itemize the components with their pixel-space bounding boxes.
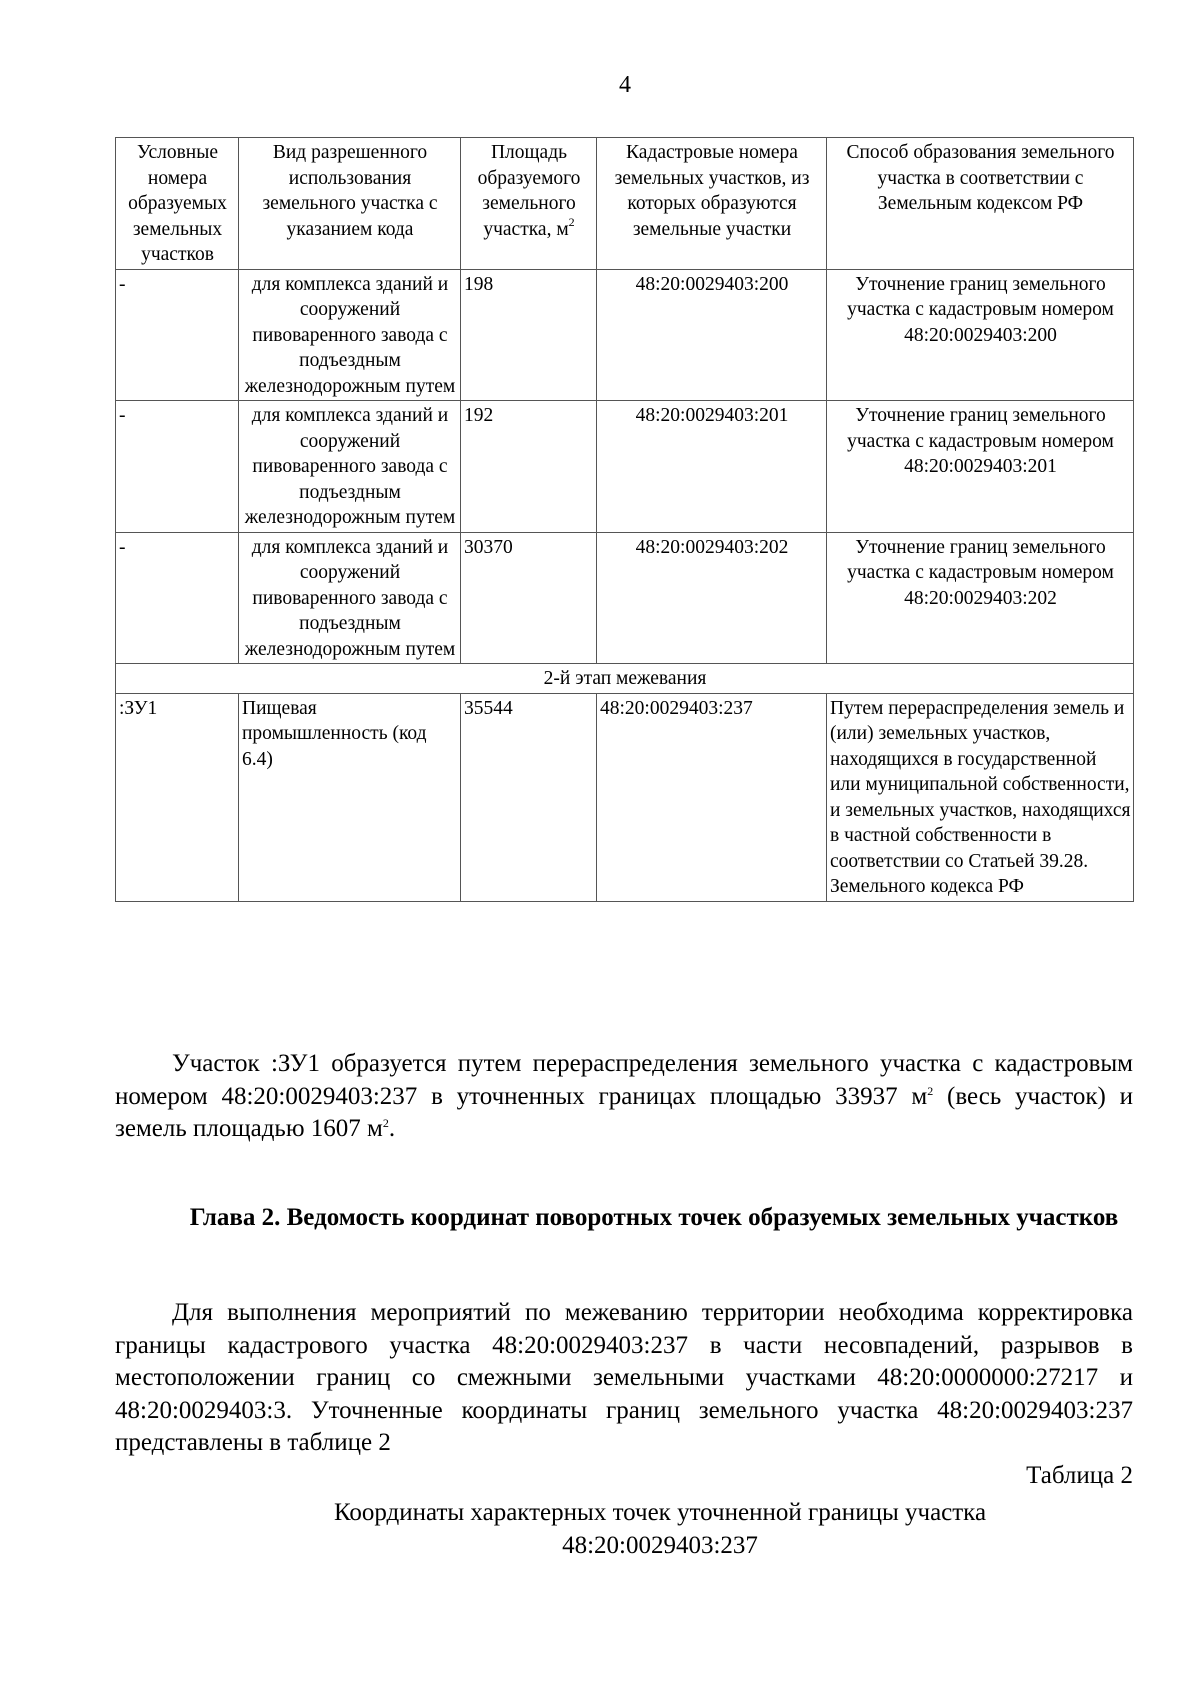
cell-formation-method: Уточнение границ земельного участка с кадастровым номером 48:20:0029403:201 — [827, 401, 1134, 533]
header-formation-method: Способ образования земельного участка в соответствии с Земельным кодексом РФ — [827, 138, 1134, 270]
table-row — [116, 401, 1134, 533]
land-plots-table — [115, 137, 1134, 902]
cell-formation-method: Уточнение границ земельного участка с кадастровым номером 48:20:0029403:200 — [827, 269, 1134, 401]
caption-line: Координаты характерных точек уточненной границы участка — [333, 1499, 987, 1526]
cell-area: 35544 — [461, 693, 597, 901]
header-area — [461, 138, 597, 270]
table-header-row — [116, 138, 1134, 270]
table-row — [116, 693, 1134, 901]
paragraph-text: . — [388, 1115, 396, 1142]
cell-area: 198 — [461, 269, 597, 401]
cell-cadastral-number: 48:20:0029403:237 — [597, 693, 827, 901]
plot-formation-paragraph — [115, 1048, 1133, 1146]
cell-formation-method: Путем перераспределения земель и (или) земельных участков, находящихся в государственной или муниципальной собственности, и земельных участков, находящихся в частной собственности в соответствии со Статьей 39.28. Земельного кодекса РФ — [827, 693, 1134, 901]
header-cadastral-numbers: Кадастровые номера земельных участков, из которых образуются земельные участки — [597, 138, 827, 270]
table-row — [116, 532, 1134, 664]
cell-permitted-use: Пищевая промышленность (код 6.4) — [239, 693, 461, 901]
caption-line: 48:20:0029403:237 — [562, 1532, 758, 1559]
header-area-text: Площадь образуемого земельного участка, м — [477, 142, 581, 240]
header-area-exponent: 2 — [568, 214, 575, 229]
cell-cadastral-number: 48:20:0029403:202 — [597, 532, 827, 664]
paragraph-text: Участок :ЗУ1 образуется путем перераспределения земельного участка с кадастровым номером 48:20:0029403:237 в уточненных границах площадью 33937 м — [115, 1050, 1133, 1110]
table-row — [116, 269, 1134, 401]
cell-cadastral-number: 48:20:0029403:201 — [597, 401, 827, 533]
header-permitted-use: Вид разрешенного использования земельного участка с указанием кода — [239, 138, 461, 270]
stage-divider-row — [116, 664, 1134, 694]
cell-permitted-use: для комплекса зданий и сооружений пивоваренного завода с подъездным железнодорожным путем — [239, 269, 461, 401]
correction-paragraph: Для выполнения мероприятий по межеванию территории необходима корректировка границы кадастрового участка 48:20:0029403:237 в части несовпадений, разрывов в местоположении границ со смежными земельными участками 48:20:0000000:27217 и 48:20:0029403:3. Уточненные координаты границ земельного участка 48:20:0029403:237 представлены в таблице 2 — [115, 1299, 1133, 1456]
cell-area: 192 — [461, 401, 597, 533]
table-2-label: Таблица 2 — [1026, 1462, 1133, 1489]
cell-plot-number: :ЗУ1 — [116, 693, 239, 901]
stage-label: 2-й этап межевания — [116, 664, 1134, 694]
table-2-caption — [230, 1496, 1090, 1562]
cell-permitted-use: для комплекса зданий и сооружений пивоваренного завода с подъездным железнодорожным путем — [239, 532, 461, 664]
square-exponent: 2 — [382, 1116, 389, 1130]
paragraph-text: (весь участок) и земель площадью 1607 м — [115, 1082, 1133, 1142]
header-plot-number: Условные номера образуемых земельных участков — [116, 138, 239, 270]
cell-plot-number: - — [116, 532, 239, 664]
cell-plot-number: - — [116, 401, 239, 533]
cell-plot-number: - — [116, 269, 239, 401]
chapter-title: Глава 2. Ведомость координат поворотных точек образуемых земельных участков — [189, 1204, 1119, 1231]
square-exponent: 2 — [927, 1083, 934, 1098]
cell-permitted-use: для комплекса зданий и сооружений пивоваренного завода с подъездным железнодорожным путем — [239, 401, 461, 533]
cell-area: 30370 — [461, 532, 597, 664]
cell-cadastral-number: 48:20:0029403:200 — [597, 269, 827, 401]
page-number: 4 — [619, 72, 631, 98]
cell-formation-method: Уточнение границ земельного участка с кадастровым номером 48:20:0029403:202 — [827, 532, 1134, 664]
